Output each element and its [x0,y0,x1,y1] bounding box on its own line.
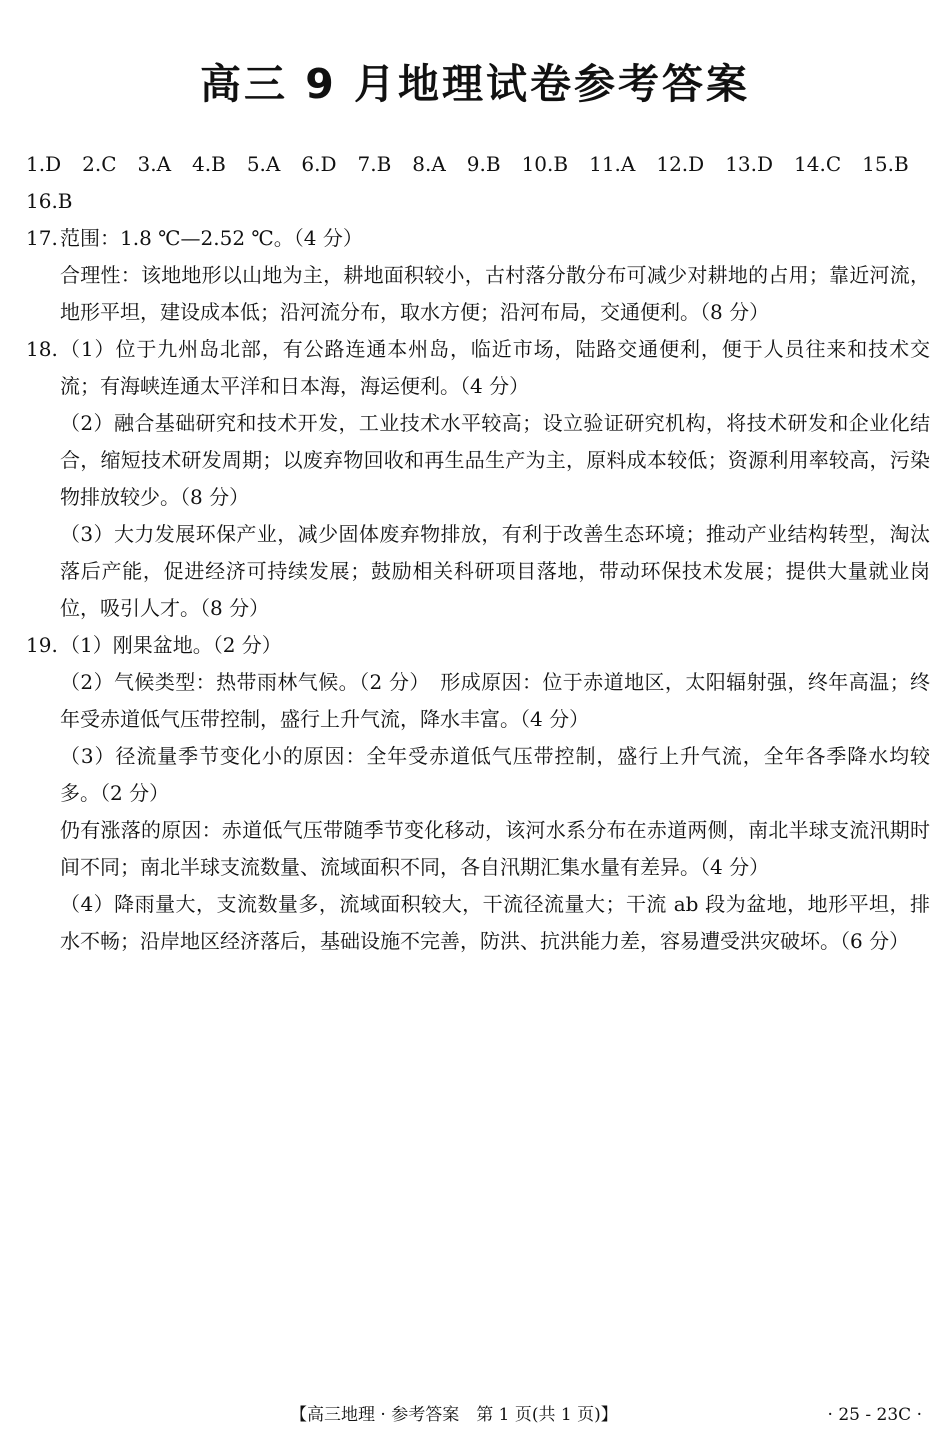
choice-answer: 10.B [521,152,569,176]
answer-paragraph: 合理性：该地地形以山地为主，耕地面积较小，古村落分散分布可减少对耕地的占用；靠近河流，地形平坦，建设成本低；沿河流分布，取水方便；沿河布局，交通便利。（8 分） [60,263,930,324]
choice-answer: 14.C [794,152,842,176]
question-17 [26,220,930,331]
choice-answer: 16.B [26,189,73,213]
choice-answer: 8.A [412,152,446,176]
choice-answer: 13.D [725,152,774,176]
choice-answer: 11.A [589,152,636,176]
choice-answer: 3.A [137,152,172,176]
answer-paragraph: （4）降雨量大，支流数量多，流域面积较大，干流径流量大；干流 ab 段为盆地，地形平坦，排水不畅；沿岸地区经济落后，基础设施不完善，防洪、抗洪能力差，容易遭受洪灾破坏。（6 分） [60,892,930,953]
choice-answer: 12.D [656,152,705,176]
answer-paragraph: （2）气候类型：热带雨林气候。（2 分） 形成原因：位于赤道地区，太阳辐射强，终年高温；终年受赤道低气压带控制，盛行上升气流，降水丰富。（4 分） [60,670,930,731]
choice-answer: 6.D [301,152,337,176]
choice-answer: 1.D [26,152,62,176]
question-number: 17. [26,226,58,250]
answer-paragraph: （1）位于九州岛北部，有公路连通本州岛，临近市场，陆路交通便利，便于人员往来和技术交流；有海峡连通太平洋和日本海，海运便利。（4 分） [60,337,930,398]
question-18 [26,331,930,627]
answer-paragraph: （2）融合基础研究和技术开发，工业技术水平较高；设立验证研究机构，将技术研发和企业化结合，缩短技术研发周期；以废弃物回收和再生品生产为主，原料成本较低；资源利用率较高，污染物排放较少。（8 分） [60,411,930,509]
choice-answers [26,146,930,220]
answer-paragraph: 仍有涨落的原因：赤道低气压带随季节变化移动，该河水系分布在赤道两侧，南北半球支流汛期时间不同；南北半球支流数量、流域面积不同，各自汛期汇集水量有差异。（4 分） [60,818,930,879]
choice-answer: 15.B [862,152,909,176]
document-title: 高三 9 月地理试卷参考答案 [199,60,751,108]
footer-code: · 25 - 23C · [827,1405,922,1425]
answer-paragraph: （3）径流量季节变化小的原因：全年受赤道低气压带控制，盛行上升气流，全年各季降水均较多。（2 分） [60,744,930,805]
choice-answer: 7.B [357,152,392,176]
answer-paragraph: （3）大力发展环保产业，减少固体废弃物排放，有利于改善生态环境；推动产业结构转型，淘汰落后产能，促进经济可持续发展；鼓励相关科研项目落地，带动环保技术发展；提供大量就业岗位，吸引人才。（8 分） [60,522,930,620]
choice-answer: 5.A [246,152,281,176]
question-19 [26,627,930,960]
question-number: 19. [26,633,58,657]
footer-page-info: 【高三地理 · 参考答案 第 1 页(共 1 页)】 [290,1405,618,1425]
choice-answer: 2.C [82,152,117,176]
answer-paragraph: 范围：1.8 ℃—2.52 ℃。（4 分） [60,226,363,250]
question-number: 18. [26,337,58,361]
answer-paragraph: （1）刚果盆地。（2 分） [60,633,282,657]
choice-answer: 9.B [466,152,501,176]
choice-answer: 4.B [192,152,226,176]
answer-content [26,146,930,960]
